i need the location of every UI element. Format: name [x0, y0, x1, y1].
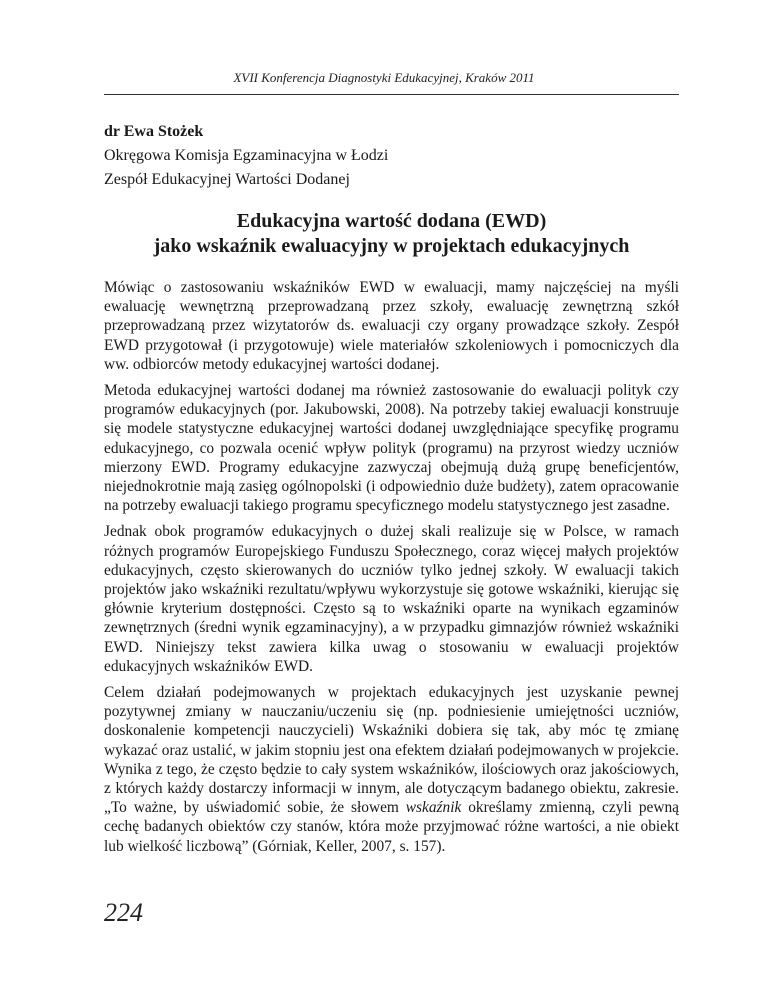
- affiliation-1: Okręgowa Komisja Egzaminacyjna w Łodzi: [104, 147, 389, 164]
- page-number: 224: [104, 898, 143, 927]
- paragraph-4-part-2: określamy zmienną, czyli pewną cechę badanych obiektów czy stanów, która może przyjmować różne wartości, a nie obiekt lub wielkość liczbową” (Górniak, Keller, 2007, s. 157).: [104, 799, 680, 855]
- author-name: dr Ewa Stożek: [104, 123, 204, 140]
- paragraph-4-part-1: Celem działań podejmowanych w projektach edukacyjnych jest uzyskanie pewnej pozytywnej zmiany w nauczaniu/uczeniu się (np. podniesienie umiejętności uczniów, doskonalenie kompetencji nauczycieli) Wskaźniki dobiera się tak, aby móc tę zmianę wykazać oraz ustalić, w jakim stopniu jest ona efektem działań podejmowanych w projekcie. Wynika z tego, że często będzie to cały system wskaźników, ilościowych oraz jakościowych, z których każdy dostarczy informacji w innym, ale dotyczącym badanego obiektu, zakresie. „To ważne, by uświadomić sobie, że słowem: [104, 684, 679, 817]
- title-line-1: Edukacyjna wartość dodana (EWD): [236, 210, 547, 232]
- affiliation-2: Zespół Edukacyjnej Wartości Dodanej: [104, 171, 350, 188]
- paragraph-4: [104, 683, 679, 856]
- article-title: [104, 209, 679, 259]
- header-rule: [104, 94, 679, 95]
- paragraph-3: Jednak obok programów edukacyjnych o dużej skali realizuje się w Polsce, w ramach różnych programów Europejskiego Funduszu Społecznego, coraz więcej małych projektów edukacyjnych, często skierowanych do uczniów tylko jednej szkoły. W ewaluacji takich projektów jako wskaźniki rezultatu/wpływu wykorzystuje się gotowe wskaźniki, kierując się głównie kryterium dostępności. Często są to wskaźniki oparte na wynikach egzaminów zewnętrznych (średni wynik egzaminacyjny), a w przypadku gimnazjów również wskaźniki EWD. Niniejszy tekst zawiera kilka uwag o stosowaniu w ewaluacji projektów edukacyjnych wskaźników EWD.: [104, 523, 679, 675]
- paragraph-1: Mówiąc o zastosowaniu wskaźników EWD w ewaluacji, mamy najczęściej na myśli ewaluację wewnętrzną przeprowadzaną przez szkoły, ewaluację zewnętrzną szkół przeprowadzaną przez wizytatorów ds. ewaluacji czy organy prowadzące szkoły. Zespół EWD przygotował (i przygotowuje) wiele materiałów szkoleniowych i pomocniczych dla ww. odbiorców metody edukacyjnej wartości dodanej.: [104, 279, 679, 373]
- article-body: [104, 278, 679, 863]
- title-line-2: jako wskaźnik ewaluacyjny w projektach edukacyjnych: [153, 235, 630, 257]
- author-block: [104, 120, 679, 192]
- running-header: XVII Konferencja Diagnostyki Edukacyjnej, Kraków 2011: [233, 70, 535, 85]
- emphasized-term: wskaźnik: [405, 799, 462, 817]
- paragraph-2: Metoda edukacyjnej wartości dodanej ma również zastosowanie do ewaluacji polityk czy programów edukacyjnych (por. Jakubowski, 2008). Na potrzeby takiej ewaluacji konstruuje się modele statystyczne edukacyjnej wartości dodanej uwzględniające specyfikę programu edukacyjnego, co pozwala ocenić wpływ polityk (programu) na przyrost wiedzy uczniów mierzony EWD. Programy edukacyjne zazwyczaj obejmują dużą grupę beneficjentów, niejednokrotnie mają zasięg ogólnopolski (i odpowiednio duże budżety), zatem opracowanie na potrzeby ewaluacji takiego programu specyficznego modelu statystycznego jest zasadne.: [104, 382, 679, 515]
